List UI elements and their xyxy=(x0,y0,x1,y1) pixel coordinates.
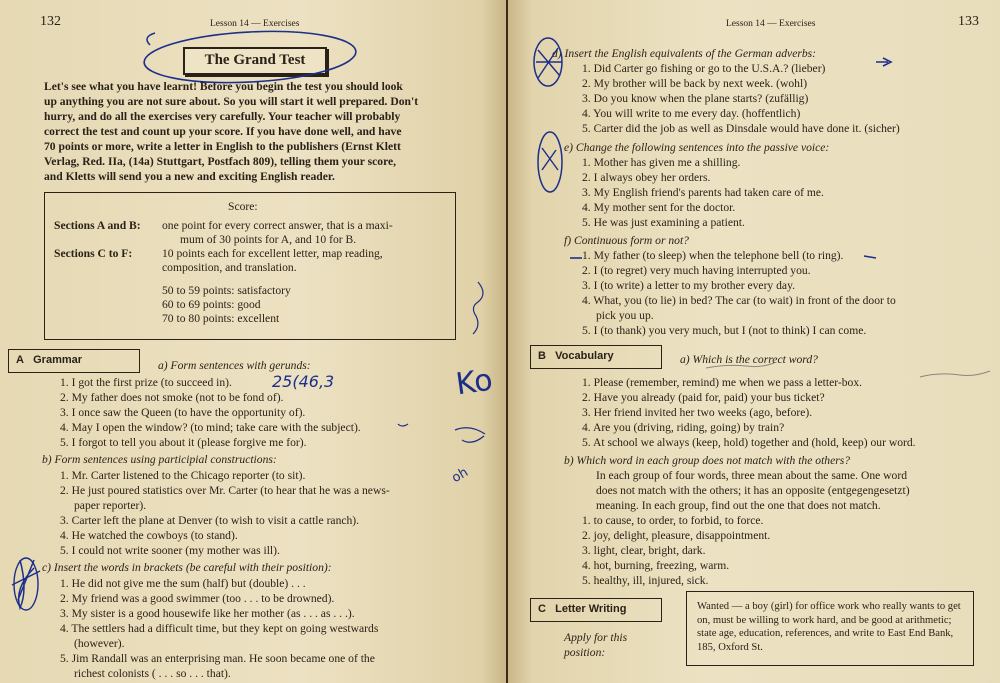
apply-label: Apply for this xyxy=(564,631,628,644)
instruction-line: meaning. In each group, find out the one that does not match. xyxy=(596,499,881,512)
score-range: 50 to 59 points: satisfactory xyxy=(162,284,291,297)
section-a-part-c-heading: c) Insert the words in brackets (be careful with their position): xyxy=(42,561,332,574)
instruction-line: In each group of four words, three mean about the same. One word xyxy=(596,469,907,482)
exercise-item: 2. joy, delight, pleasure, disappointment. xyxy=(582,529,771,542)
intro-line: Let's see what you have learnt! Before you begin the test you should look xyxy=(44,80,403,93)
exercise-item: 5. I (to thank) you very much, but I (not to think) I can come. xyxy=(582,324,867,337)
section-a-part-a-heading: a) Form sentences with gerunds: xyxy=(158,359,311,372)
exercise-item: 1. to cause, to order, to forbid, to force. xyxy=(582,514,764,527)
running-head: Lesson 14 — Exercises xyxy=(726,19,816,29)
exercise-item: 3. My English friend's parents had taken care of me. xyxy=(582,186,824,199)
score-text: composition, and translation. xyxy=(162,261,297,274)
intro-line: up anything you are not sure about. So you will start it well prepared. Don't xyxy=(44,95,419,108)
exercise-item: 4. May I open the window? (to mind; take care with the subject). xyxy=(60,421,361,434)
score-text: mum of 30 points for A, and 10 for B. xyxy=(180,233,357,246)
exercise-item: pick you up. xyxy=(596,309,654,322)
intro-line: correct the test and count up your score. If you have done well, and have xyxy=(44,125,402,138)
exercise-item: 4. hot, burning, freezing, warm. xyxy=(582,559,730,572)
exercise-item: 4. The settlers had a difficult time, but they kept on going westwards xyxy=(60,622,379,635)
score-text: 10 points each for excellent letter, map reading, xyxy=(162,247,383,260)
page-number: 132 xyxy=(40,14,61,29)
handwritten-note: oh xyxy=(449,464,471,487)
intro-line: Verlag, Red. IIa, (14a) Stuttgart, Postfach 809), telling them your score, xyxy=(44,155,397,168)
exercise-item: 1. He did not give me the sum (half) but (double) . . . xyxy=(60,577,306,590)
pen-marks xyxy=(508,0,1000,683)
score-text: one point for every correct answer, that is a maxi- xyxy=(162,219,393,232)
handwritten-note: Ko xyxy=(453,362,495,403)
exercise-item: 3. My sister is a good housewife like her mother (as . . . as . . .). xyxy=(60,607,355,620)
section-a-part-b-heading: b) Form sentences using participial constructions: xyxy=(42,453,277,466)
handwritten-note: 25(46,3 xyxy=(272,372,335,391)
exercise-item: 3. Carter left the plane at Denver (to wish to visit a cattle ranch). xyxy=(60,514,360,527)
exercise-item: 3. light, clear, bright, dark. xyxy=(582,544,706,557)
instruction-line: does not match with the others; it has an opposite (entgegengesetzt) xyxy=(596,484,910,497)
exercise-item: 2. I (to regret) very much having interrupted you. xyxy=(582,264,811,277)
exercise-item: 2. I always obey her orders. xyxy=(582,171,711,184)
score-label: Sections A and B: xyxy=(54,219,141,232)
page-number: 133 xyxy=(958,14,979,29)
exercise-item: 3. Do you know when the plane starts? (zufällig) xyxy=(582,92,809,105)
intro-line: hurry, and do all the exercises very carefully. Your teacher will probably xyxy=(44,110,401,123)
exercise-item: 5. I forgot to tell you about it (please forgive me for). xyxy=(60,436,307,449)
exercise-item: 1. My father (to sleep) when the telephone bell (to ring). xyxy=(582,249,844,262)
section-b-part-b-heading: b) Which word in each group does not match with the others? xyxy=(564,454,851,467)
score-range: 70 to 80 points: excellent xyxy=(162,312,280,325)
exercise-item: 2. My friend was a good swimmer (too . . . to be drowned). xyxy=(60,592,335,605)
running-head: Lesson 14 — Exercises xyxy=(210,19,300,29)
exercise-item: 1. I got the first prize (to succeed in). xyxy=(60,376,232,389)
exercise-item: paper reporter). xyxy=(74,499,147,512)
part-f-heading: f) Continuous form or not? xyxy=(564,234,689,247)
exercise-item: 2. He just poured statistics over Mr. Carter (to hear that he was a news- xyxy=(60,484,390,497)
exercise-item: 5. Carter did the job as well as Dinsdale would have done it. (sicher) xyxy=(582,122,900,135)
score-range: 60 to 69 points: good xyxy=(162,298,261,311)
section-b-label: B Vocabulary xyxy=(538,350,614,362)
job-advert-box: Wanted — a boy (girl) for office work who really wants to get on, must be willing to work hard, and be good at arithmetic; state age, education, references, and write to East End Bank, 185, Oxford St. xyxy=(686,591,974,666)
right-page xyxy=(508,0,1000,683)
exercise-item: 3. Her friend invited her two weeks (ago, before). xyxy=(582,406,813,419)
exercise-item: 4. My mother sent for the doctor. xyxy=(582,201,736,214)
apply-label: position: xyxy=(564,646,606,659)
exercise-item: 2. My brother will be back by next week. (wohl) xyxy=(582,77,808,90)
part-e-heading: e) Change the following sentences into the passive voice: xyxy=(564,141,830,154)
exercise-item: 3. I (to write) a letter to my brother every day. xyxy=(582,279,796,292)
exercise-item: 2. My father does not smoke (not to be fond of). xyxy=(60,391,284,404)
intro-line: 70 points or more, write a letter in English to the publishers (Ernst Klett xyxy=(44,140,401,153)
part-d-heading: d) Insert the English equivalents of the German adverbs: xyxy=(552,47,817,60)
score-heading: Score: xyxy=(228,200,258,213)
exercise-item: 4. He watched the cowboys (to stand). xyxy=(60,529,238,542)
section-b-part-a-heading: a) Which is the correct word? xyxy=(680,353,818,366)
exercise-item: 1. Did Carter go fishing or go to the U.S.A.? (lieber) xyxy=(582,62,826,75)
page-title: The Grand Test xyxy=(204,52,306,68)
exercise-item: 2. Have you already (paid for, paid) your bus ticket? xyxy=(582,391,825,404)
exercise-item: 1. Please (remember, remind) me when we pass a letter-box. xyxy=(582,376,863,389)
exercise-item: 3. I once saw the Queen (to have the opportunity of). xyxy=(60,406,306,419)
section-a-label: A Grammar xyxy=(16,354,83,366)
exercise-item: (however). xyxy=(74,637,125,650)
exercise-item: 4. What, you (to lie) in bed? The car (to wait) in front of the door to xyxy=(582,294,896,307)
exercise-item: 4. Are you (driving, riding, going) by train? xyxy=(582,421,785,434)
score-label: Sections C to F: xyxy=(54,247,133,260)
exercise-item: 1. Mr. Carter listened to the Chicago reporter (to sit). xyxy=(60,469,306,482)
exercise-item: 5. He was just examining a patient. xyxy=(582,216,745,229)
exercise-item: 4. You will write to me every day. (hoffentlich) xyxy=(582,107,801,120)
exercise-item: richest colonists ( . . . so . . . that). xyxy=(74,667,231,680)
intro-line: and Kletts will send you a new and exciting English reader. xyxy=(44,170,335,183)
exercise-item: 5. Jim Randall was an enterprising man. He soon became one of the xyxy=(60,652,375,665)
exercise-item: 1. Mother has given me a shilling. xyxy=(582,156,741,169)
exercise-item: 5. healthy, ill, injured, sick. xyxy=(582,574,709,587)
exercise-item: 5. I could not write sooner (my mother was ill). xyxy=(60,544,280,557)
exercise-item: 5. At school we always (keep, hold) together and (hold, keep) our word. xyxy=(582,436,916,449)
section-c-label: C Letter Writing xyxy=(538,603,627,615)
